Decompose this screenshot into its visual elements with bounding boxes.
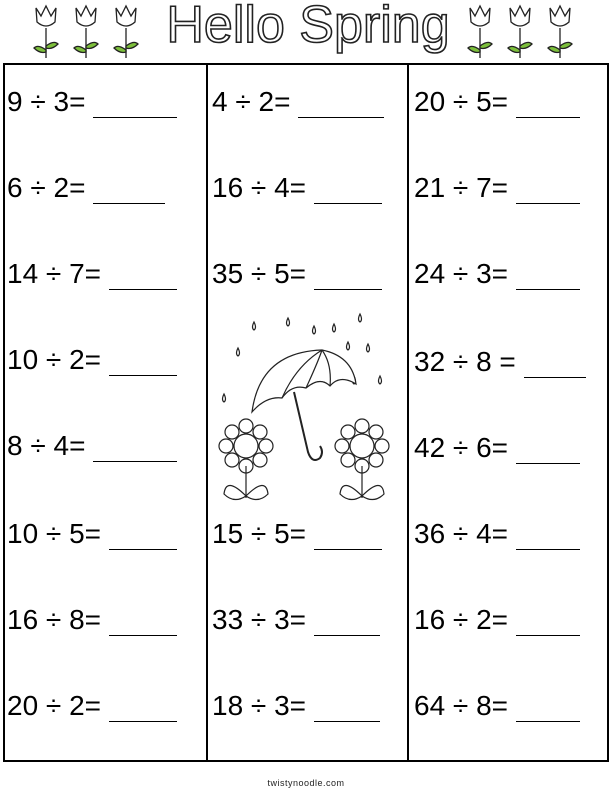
tulip-icon-group-left [32, 2, 148, 60]
problem-text: 33 ÷ 3= [212, 604, 306, 635]
problem [7, 604, 177, 636]
problem-text: 9 ÷ 3= [7, 86, 86, 117]
problem [414, 518, 580, 550]
problem [414, 604, 580, 636]
answer-blank[interactable] [516, 177, 580, 204]
problem-text: 10 ÷ 5= [7, 518, 101, 549]
column-divider [407, 65, 409, 760]
problem [7, 172, 165, 204]
answer-blank[interactable] [93, 91, 177, 118]
problem [7, 518, 177, 550]
problem [7, 690, 177, 722]
raindrop-icon [287, 318, 290, 326]
umbrella-flowers-illustration [212, 312, 392, 508]
raindrop-icon [253, 322, 256, 330]
answer-blank[interactable] [516, 523, 580, 550]
problem-text: 4 ÷ 2= [212, 86, 291, 117]
problem-text: 16 ÷ 4= [212, 172, 306, 203]
answer-blank[interactable] [314, 263, 382, 290]
problem [7, 430, 177, 462]
answer-blank[interactable] [109, 695, 177, 722]
answer-blank[interactable] [516, 437, 580, 464]
problem-text: 6 ÷ 2= [7, 172, 86, 203]
answer-blank[interactable] [516, 695, 580, 722]
raindrop-icon [313, 326, 316, 334]
problem [414, 690, 580, 722]
problem-text: 20 ÷ 5= [414, 86, 508, 117]
tulip-icon [34, 6, 138, 58]
problem-text: 36 ÷ 4= [414, 518, 508, 549]
answer-blank[interactable] [314, 177, 382, 204]
raindrop-icon [359, 314, 362, 322]
answer-blank[interactable] [109, 349, 177, 376]
problem-text: 14 ÷ 7= [7, 258, 101, 289]
problem [7, 86, 177, 118]
problem [212, 690, 380, 722]
tulip-icon-group-right [466, 2, 582, 60]
problem [414, 86, 580, 118]
answer-blank[interactable] [93, 177, 165, 204]
flower-icon [335, 419, 389, 500]
problem-text: 24 ÷ 3= [414, 258, 508, 289]
problem-text: 10 ÷ 2= [7, 344, 101, 375]
answer-blank[interactable] [109, 609, 177, 636]
flower-icon [219, 419, 273, 500]
raindrop-icon [379, 376, 382, 384]
answer-blank[interactable] [314, 523, 382, 550]
problem-text: 16 ÷ 8= [7, 604, 101, 635]
problem [212, 258, 382, 290]
raindrop-icon [347, 342, 350, 350]
tulip-icon [468, 6, 572, 58]
problem-text: 21 ÷ 7= [414, 172, 508, 203]
problem [414, 258, 580, 290]
problem [414, 432, 580, 464]
problem-text: 8 ÷ 4= [7, 430, 86, 461]
problem [212, 172, 382, 204]
raindrop-icon [237, 348, 240, 356]
answer-blank[interactable] [109, 263, 177, 290]
answer-blank[interactable] [524, 351, 586, 378]
problem-text: 64 ÷ 8= [414, 690, 508, 721]
answer-blank[interactable] [93, 435, 177, 462]
problem-text: 42 ÷ 6= [414, 432, 508, 463]
problem [7, 344, 177, 376]
problem [414, 346, 586, 378]
problem [212, 518, 382, 550]
answer-blank[interactable] [314, 695, 380, 722]
answer-blank[interactable] [314, 609, 380, 636]
problem [212, 86, 384, 118]
header [0, 0, 612, 62]
answer-blank[interactable] [516, 609, 580, 636]
column-divider [206, 65, 208, 760]
raindrop-icon [367, 344, 370, 352]
problem [212, 604, 380, 636]
answer-blank[interactable] [298, 91, 384, 118]
problem-text: 15 ÷ 5= [212, 518, 306, 549]
problem-text: 32 ÷ 8 = [414, 346, 516, 377]
problem [7, 258, 177, 290]
umbrella-icon [252, 350, 356, 412]
footer-credit: twistynoodle.com [267, 778, 345, 788]
problem-text: 35 ÷ 5= [212, 258, 306, 289]
problem-text: 16 ÷ 2= [414, 604, 508, 635]
raindrop-icon [223, 394, 226, 402]
problem-text: 18 ÷ 3= [212, 690, 306, 721]
page-title: Hello Spring [166, 0, 450, 54]
answer-blank[interactable] [109, 523, 177, 550]
problem [414, 172, 580, 204]
answer-blank[interactable] [516, 91, 580, 118]
raindrop-icon [333, 324, 336, 332]
problem-text: 20 ÷ 2= [7, 690, 101, 721]
answer-blank[interactable] [516, 263, 580, 290]
